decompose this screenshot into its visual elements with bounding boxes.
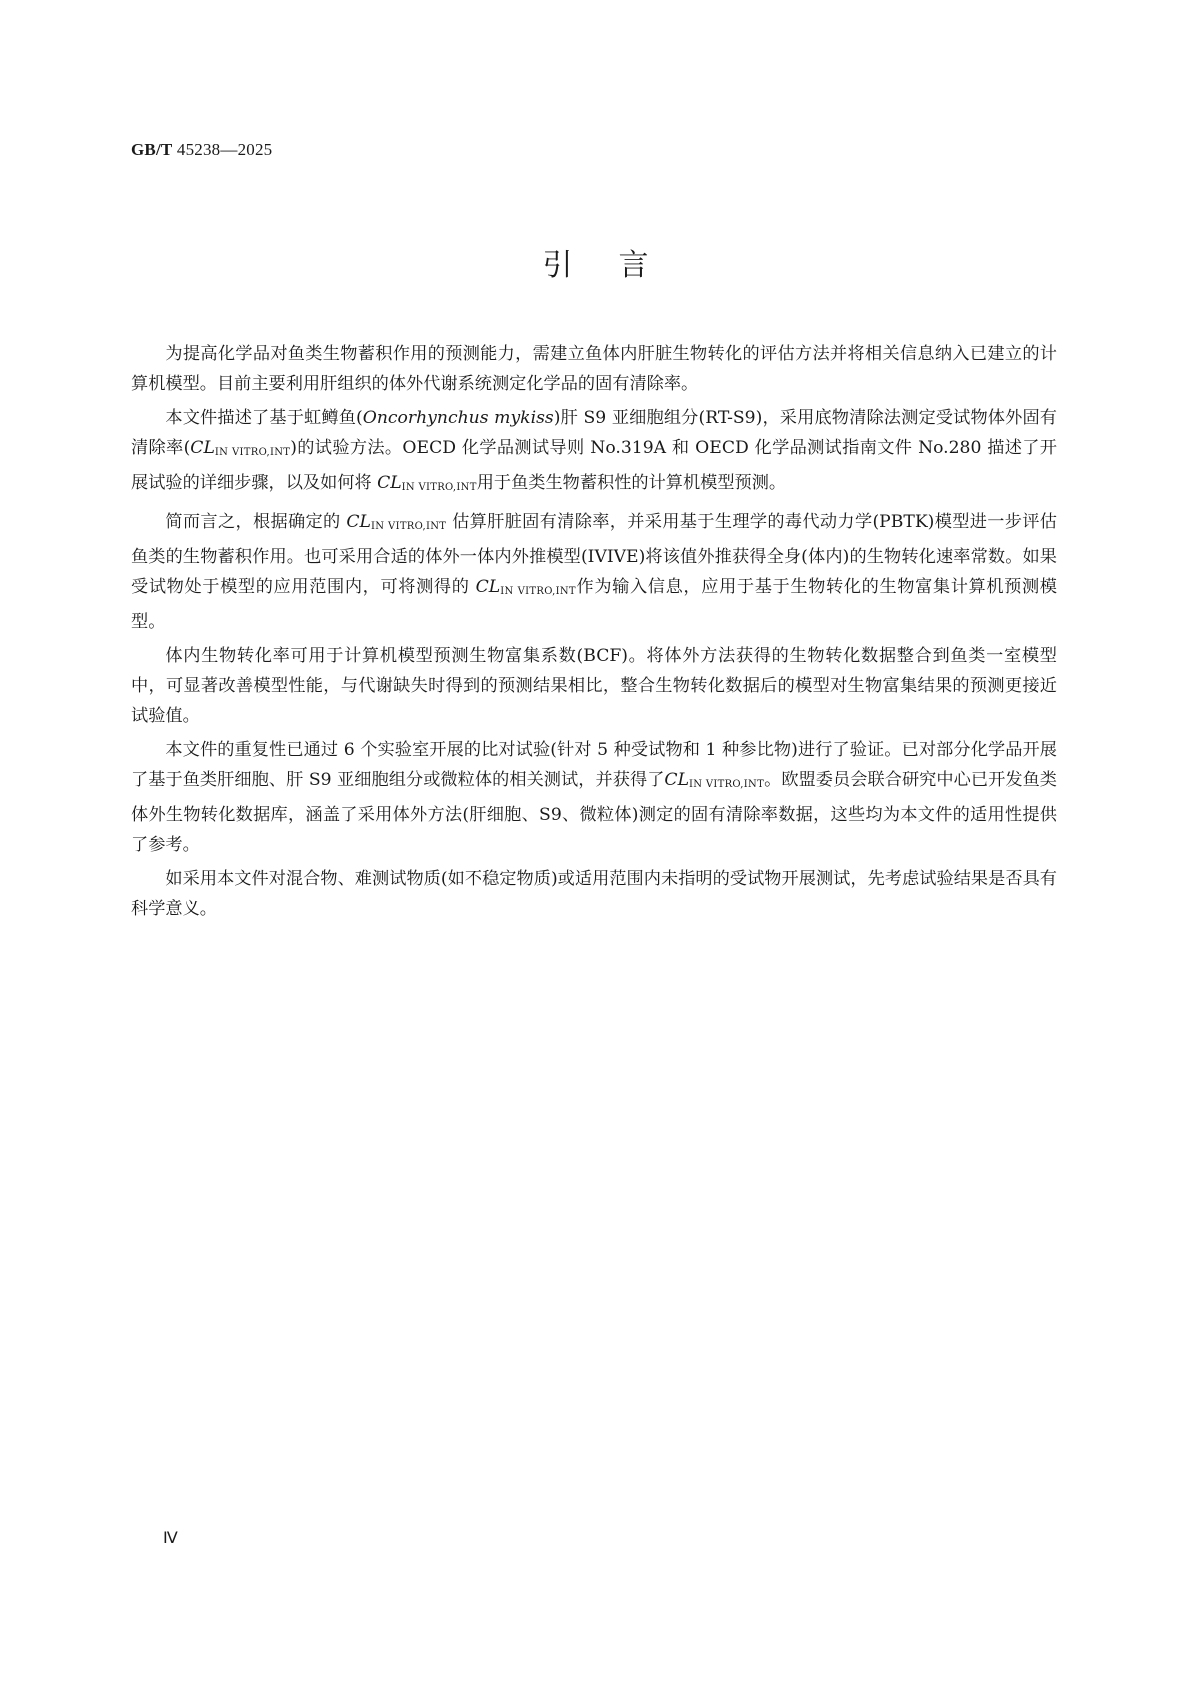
standard-number: 45238—2025: [172, 140, 273, 159]
page-title: 引言: [542, 248, 695, 283]
paragraph-4: 体内生物转化率可用于计算机模型预测生物富集系数(BCF)。将体外方法获得的生物转化数据整合到鱼类一室模型中，可显著改善模型性能，与代谢缺失时得到的预测结果相比，整合生物转化数据后的模型对生物富集结果的预测更接近试验值。: [131, 646, 1057, 726]
page-number: Ⅳ: [163, 1530, 178, 1547]
body-text: [131, 339, 1057, 928]
document-header: [131, 140, 272, 160]
cl-symbol: $CL_{IN VITRO,INT}$: [346, 512, 447, 532]
standard-code: GB/T: [131, 140, 173, 159]
paragraph-3: 简而言之，根据确定的 $CL_{IN VITRO,INT}$ 估算肝脏固有清除率，并采用基于生理学的毒代动力学(PBTK)模型进一步评估鱼类的生物蓄积作用。也可采用合适的体外一体内外推模型(IVIVE)将该值外推获得全身(体内)的生物转化速率常数。如果受试物处于模型的应用范围内，可将测得的 $CL_{IN VITRO,INT}$作为输入信息，应用于基于生物转化的生物富集计算机预测模型。: [131, 512, 1057, 632]
paragraph-5: 本文件的重复性已通过 6 个实验室开展的比对试验(针对 5 种受试物和 1 种参比物)进行了验证。已对部分化学品开展了基于鱼类肝细胞、肝 S9 亚细胞组分或微粒体的相关测试，并获得了$CL_{IN VITRO,INT}$。欧盟委员会联合研究中心已开发鱼类体外生物转化数据库，涵盖了采用体外方法(肝细胞、S9、微粒体)测定的固有清除率数据，这些均为本文件的适用性提供了参考。: [131, 740, 1057, 855]
cl-symbol: $CL_{IN VITRO,INT}$: [377, 473, 477, 493]
cl-symbol: $CL_{IN VITRO,INT}$: [664, 770, 765, 790]
cl-symbol: $CL_{IN VITRO,INT}$: [190, 438, 291, 458]
cl-symbol: $CL_{IN VITRO,INT}$: [475, 577, 576, 597]
species-name: Oncorhynchus mykiss: [362, 408, 554, 428]
paragraph-1: 为提高化学品对鱼类生物蓄积作用的预测能力，需建立鱼体内肝脏生物转化的评估方法并将相关信息纳入已建立的计算机模型。目前主要利用肝组织的体外代谢系统测定化学品的固有清除率。: [131, 344, 1057, 394]
paragraph-6: 如采用本文件对混合物、难测试物质(如不稳定物质)或适用范围内未指明的受试物开展测试，先考虑试验结果是否具有科学意义。: [131, 869, 1057, 919]
paragraph-2: 本文件描述了基于虹鳟鱼(Oncorhynchus mykiss)肝 S9 亚细胞组分(RT-S9)，采用底物清除法测定受试物体外固有清除率$(CL_{IN VITRO,INT})$的试验方法。OECD 化学品测试导则 No.319A 和 OECD 化学品测试指南文件 No.280 描述了开展试验的详细步骤，以及如何将 $CL_{IN VITRO,INT}$用于鱼类生物蓄积性的计算机模型预测。: [131, 408, 1057, 493]
